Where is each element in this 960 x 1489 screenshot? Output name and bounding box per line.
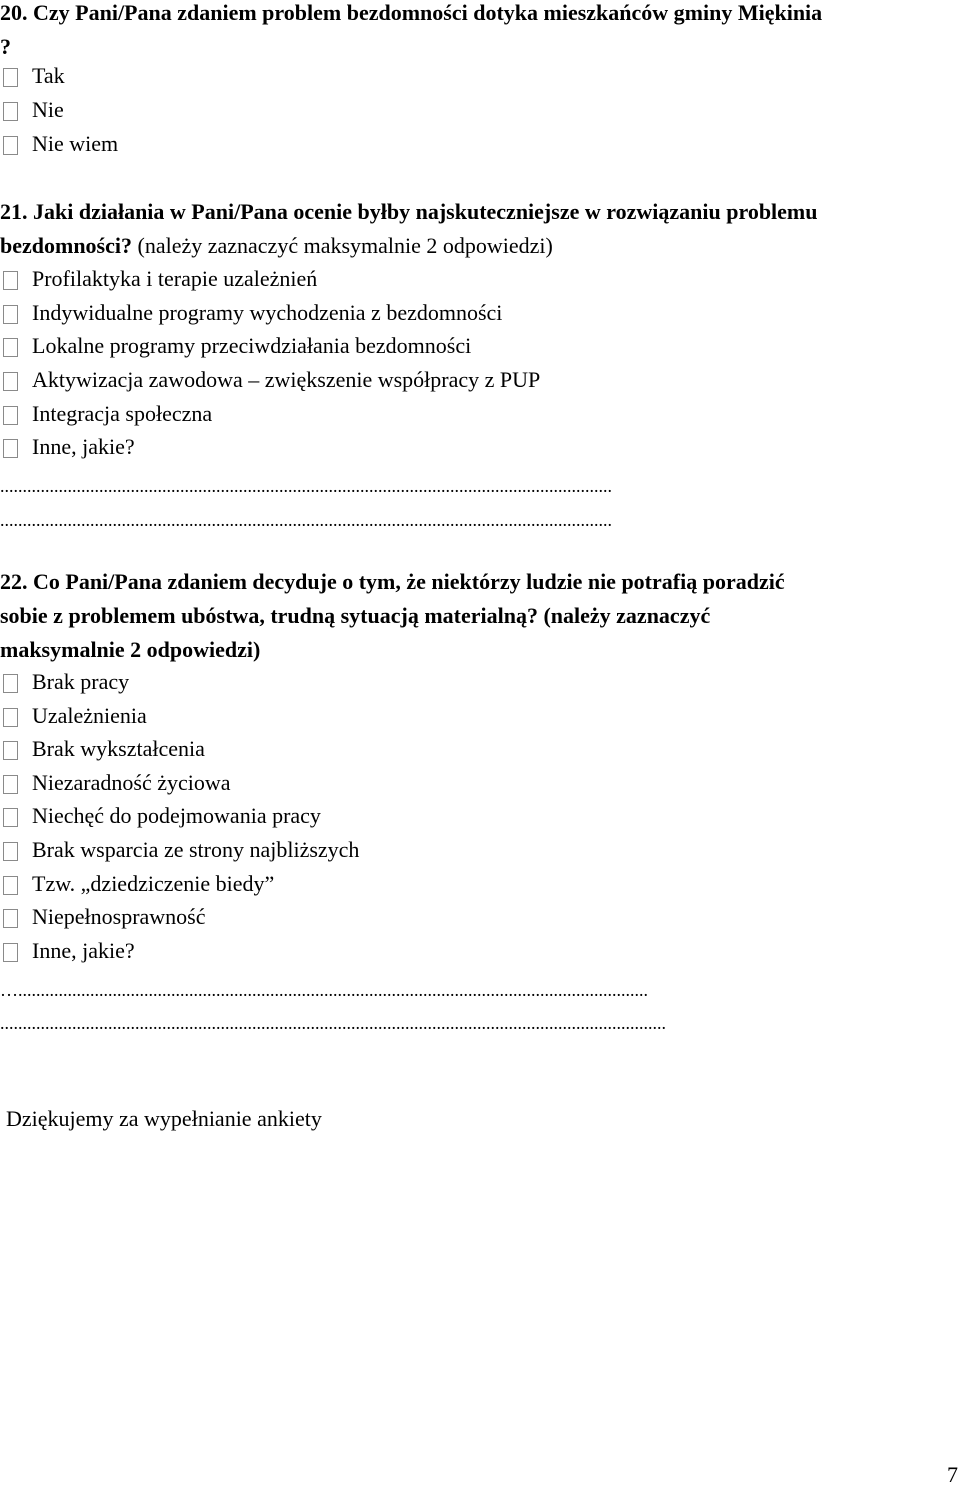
option-label: Nie wiem: [32, 131, 119, 156]
checkbox-icon[interactable]: [3, 338, 18, 357]
q22-answer-line-1[interactable]: …............................................................................................................................................: [0, 980, 648, 1000]
question-22-instruction: (należy zaznaczyć: [537, 603, 711, 628]
q22-option-5[interactable]: [0, 799, 321, 833]
checkbox-icon[interactable]: [3, 305, 18, 324]
question-20-title-line1: 20. Czy Pani/Pana zdaniem problem bezdomności dotyka mieszkańców gminy Miękinia: [0, 0, 823, 25]
q21-option-3[interactable]: [0, 329, 471, 363]
option-label: Brak wykształcenia: [32, 736, 205, 761]
question-21-title: [0, 195, 818, 263]
question-20-title-line2: ?: [0, 34, 11, 59]
checkbox-icon[interactable]: [3, 674, 18, 693]
checkbox-icon[interactable]: [3, 943, 18, 962]
option-label: Integracja społeczna: [32, 401, 213, 426]
question-22-title-line1: 22. Co Pani/Pana zdaniem decyduje o tym, że niektórzy ludzie nie potrafią poradzić: [0, 569, 785, 594]
option-label: Tzw. „dziedziczenie biedy”: [32, 871, 275, 896]
checkbox-icon[interactable]: [3, 741, 18, 760]
option-label: Uzależnienia: [32, 703, 147, 728]
option-label: Nie: [32, 97, 64, 122]
question-22-title: [0, 565, 785, 667]
q21-answer-line-2[interactable]: ........................................................................................................................................: [0, 510, 612, 530]
q21-option-5[interactable]: [0, 397, 212, 431]
q21-option-2[interactable]: [0, 296, 502, 330]
question-21-title-line2: [0, 229, 818, 263]
option-label: Brak pracy: [32, 669, 130, 694]
checkbox-icon[interactable]: [3, 909, 18, 928]
q22-option-8[interactable]: [0, 900, 206, 934]
q21-answer-line-1[interactable]: ........................................................................................................................................: [0, 476, 612, 496]
question-21-instruction: (należy zaznaczyć maksymalnie 2 odpowiedzi): [132, 233, 553, 258]
question-21-title-line1: 21. Jaki działania w Pani/Pana ocenie byłby najskuteczniejsze w rozwiązaniu problemu: [0, 199, 818, 224]
option-label: Niepełnosprawność: [32, 904, 206, 929]
option-label: Profilaktyka i terapie uzależnień: [32, 266, 318, 291]
question-22-title-line3: maksymalnie 2 odpowiedzi): [0, 637, 261, 662]
option-label: Indywidualne programy wychodzenia z bezdomności: [32, 300, 503, 325]
question-22-title-bold: sobie z problemem ubóstwa, trudną sytuacją materialną?: [0, 603, 538, 628]
checkbox-icon[interactable]: [3, 406, 18, 425]
checkbox-icon[interactable]: [3, 136, 18, 155]
question-22-title-line2: [0, 599, 785, 633]
option-label: Aktywizacja zawodowa – zwiększenie współpracy z PUP: [32, 367, 541, 392]
question-20-title: [0, 0, 822, 64]
option-label: Tak: [32, 63, 65, 88]
option-label: Lokalne programy przeciwdziałania bezdomności: [32, 333, 472, 358]
option-label: Inne, jakie?: [32, 434, 135, 459]
checkbox-icon[interactable]: [3, 271, 18, 290]
checkbox-icon[interactable]: [3, 876, 18, 895]
q20-option-tak[interactable]: [0, 59, 65, 93]
q22-option-9[interactable]: [0, 934, 135, 968]
page-number: 7: [947, 1462, 958, 1487]
option-label: Niechęć do podejmowania pracy: [32, 803, 321, 828]
q22-option-7[interactable]: [0, 867, 274, 901]
question-21-title-bold: bezdomności?: [0, 233, 132, 258]
q20-option-nie-wiem[interactable]: [0, 127, 118, 161]
q21-option-4[interactable]: [0, 363, 540, 397]
checkbox-icon[interactable]: [3, 775, 18, 794]
q20-option-nie[interactable]: [0, 93, 64, 127]
q22-option-3[interactable]: [0, 732, 205, 766]
q21-option-1[interactable]: [0, 262, 317, 296]
option-label: Brak wsparcia ze strony najbliższych: [32, 837, 360, 862]
checkbox-icon[interactable]: [3, 102, 18, 121]
checkbox-icon[interactable]: [3, 842, 18, 861]
option-label: Niezaradność życiowa: [32, 770, 231, 795]
q22-option-1[interactable]: [0, 665, 129, 699]
q22-option-4[interactable]: [0, 766, 231, 800]
checkbox-icon[interactable]: [3, 708, 18, 727]
q22-option-6[interactable]: [0, 833, 359, 867]
checkbox-icon[interactable]: [3, 808, 18, 827]
checkbox-icon[interactable]: [3, 372, 18, 391]
checkbox-icon[interactable]: [3, 439, 18, 458]
q22-option-2[interactable]: [0, 699, 147, 733]
q22-answer-line-2[interactable]: ....................................................................................................................................................: [0, 1013, 666, 1033]
checkbox-icon[interactable]: [3, 68, 18, 87]
q21-option-6[interactable]: [0, 430, 135, 464]
closing-thanks: Dziękujemy za wypełnianie ankiety: [6, 1106, 322, 1131]
option-label: Inne, jakie?: [32, 938, 135, 963]
